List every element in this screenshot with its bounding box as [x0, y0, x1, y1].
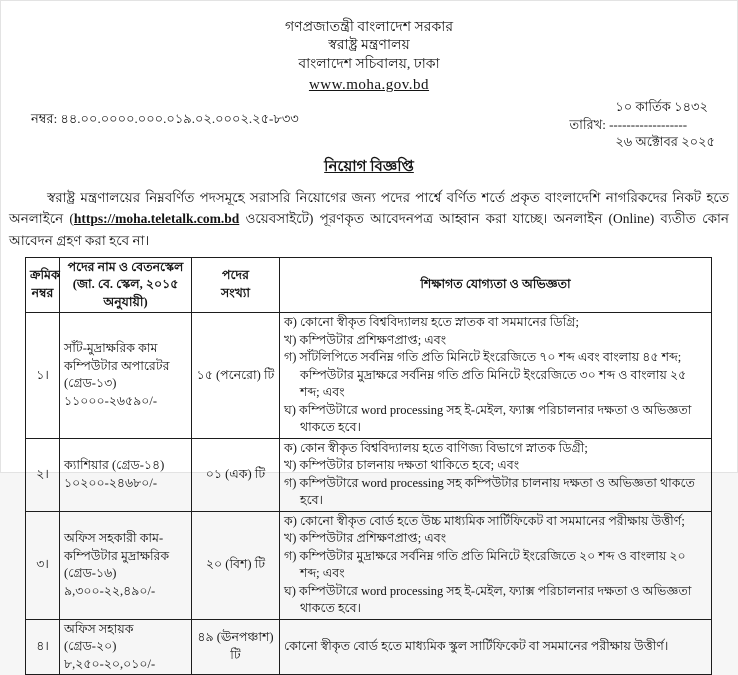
row-count: ১৫ (পনেরো) টি: [192, 313, 280, 439]
row-serial: ২।: [26, 438, 60, 511]
qualification-item: গ) সাঁটলিপিতে সর্বনিম্ন গতি প্রতি মিনিটে ইংরেজিতে ৭০ শব্দ এবং বাংলায় ৪৫ শব্দ; কম্পিউটার মুদ্রাক্ষরে সর্বনিম্ন গতি প্রতি মিনিটে ইংরেজিতে ৩০ শব্দ ও বাংলায় ২৫ শব্দ; এবং: [284, 350, 687, 400]
row-serial: ৪।: [26, 619, 60, 675]
header-qualification: শিক্ষাগত যোগ্যতা ও অভিজ্ঞতা: [280, 257, 712, 313]
secretariat-address: বাংলাদেশ সচিবালয়, ঢাকা: [298, 56, 440, 72]
qualification-item: ঘ) কম্পিউটারে word processing সহ ই-মেইল, ফ্যাক্স পরিচালনার দক্ষতা ও অভিজ্ঞতা থাকতে হবে।: [284, 583, 692, 616]
qualification-item: খ) কম্পিউটার চালনায় দক্ষতা থাকিতে হবে; এবং: [284, 458, 520, 473]
pay-scale: ১০২০০-২৪৬৮০/-: [64, 475, 158, 490]
qualification-item: গ) কম্পিউটারে word processing সহ কম্পিউটার চালনায় দক্ষতা ও অভিজ্ঞতা থাকতে হবে।: [284, 475, 695, 508]
qualification-item: কোনো স্বীকৃত বোর্ড হতে মাধ্যমিক স্কুল সার্টিফিকেট বা সমমানের পরীক্ষায় উত্তীর্ণ।: [284, 639, 669, 654]
table-header-row: [26, 257, 712, 313]
date-block: [569, 98, 715, 151]
table-row: [26, 511, 712, 619]
row-count: ৪৯ (ঊনপঞ্চাশ) টি: [192, 619, 280, 675]
government-name: গণপ্রজাতন্ত্রী বাংলাদেশ সরকার: [284, 20, 454, 35]
qualification-item: ক) কোনো স্বীকৃত বিশ্ববিদ্যালয় হতে স্নাতক বা সমমানের ডিগ্রি;: [284, 315, 579, 330]
pay-scale: ৯,৩০০-২২,৪৯০/-: [64, 583, 156, 598]
circular-title: নিয়োগ বিজ্ঞপ্তি: [324, 158, 414, 175]
intro-paragraph: [1, 187, 737, 252]
qualification-item: গ) কম্পিউটার মুদ্রাক্ষরে সর্বনিম্ন গতি প্রতি মিনিটে ইংরেজিতে ২০ শব্দ ও বাংলায় ২০ শব্দ; এবং: [284, 548, 686, 581]
row-qualifications: [280, 511, 712, 619]
header-post-count: পদের সংখ্যা: [192, 257, 280, 313]
intro-text-part1: স্বরাষ্ট্র মন্ত্রণালয়ের নিম্নবর্ণিত পদসমূহে সরাসরি নিয়োগের জন্য পদের পার্শ্বে বর্ণিত শর্তে প্রকৃত বাংলাদেশি নাগরিকদের নিকট হতে অনলাইনে (: [9, 189, 729, 227]
application-website-link[interactable]: https://moha.teletalk.com.bd: [73, 211, 240, 227]
pay-scale: ৮,২৫০-২০,০১০/-: [64, 656, 156, 671]
row-serial: ১।: [26, 313, 60, 439]
memo-number: নম্বর: ৪৪.০০.০০০০.০০০.০১৯.০২.০০০২.২৫-৮৩৩: [31, 111, 299, 127]
row-qualifications: [280, 313, 712, 439]
post-name: অফিস সহকারী কাম-কম্পিউটার মুদ্রাক্ষরিক (গ্রেড-১৬): [64, 531, 170, 581]
row-count: ০১ (এক) টি: [192, 438, 280, 511]
post-name: সাঁট-মুদ্রাক্ষরিক কাম কম্পিউটার অপারেটর (গ্রেড-১৩): [64, 341, 170, 391]
government-header: [1, 1, 737, 96]
memo-meta-row: [1, 96, 737, 151]
row-count: ২০ (বিশ) টি: [192, 511, 280, 619]
row-qualifications: [280, 438, 712, 511]
ministry-website-link[interactable]: www.moha.gov.bd: [308, 77, 430, 94]
qualification-item: ক) কোনো স্বীকৃত বোর্ড হতে উচ্চ মাধ্যমিক সার্টিফিকেট বা সমমানের পরীক্ষায় উত্তীর্ণ;: [284, 513, 685, 528]
date-label: তারিখ: ------------------: [569, 116, 688, 132]
header-post-name: পদের নাম ও বেতনস্কেল (জা. বে. স্কেল, ২০১৫ অনুযায়ী): [60, 257, 192, 313]
row-post: [60, 619, 192, 675]
date-gregorian: ২৬ অক্টোবর ২০২৫: [615, 134, 715, 150]
qualification-item: ঘ) কম্পিউটারে word processing সহ ই-মেইল, ফ্যাক্স পরিচালনার দক্ষতা ও অভিজ্ঞতা থাকতে হবে।: [284, 402, 692, 435]
pay-scale: ১১০০০-২৬৫৯০/-: [64, 393, 158, 408]
post-name: অফিস সহায়ক (গ্রেড-২০): [64, 621, 134, 654]
row-serial: ৩।: [26, 511, 60, 619]
row-post: [60, 511, 192, 619]
table-row: [26, 313, 712, 439]
table-row: [26, 619, 712, 675]
post-name: ক্যাশিয়ার (গ্রেড-১৪): [64, 458, 165, 473]
row-post: [60, 313, 192, 439]
posts-table: [25, 257, 712, 675]
table-row: [26, 438, 712, 511]
qualification-item: খ) কম্পিউটার প্রশিক্ষণপ্রাপ্ত; এবং: [284, 332, 447, 347]
intro-text-part2: ওয়েবসাইটে) পূরণকৃত আবেদনপত্র আহ্বান করা যাচ্ছে। অনলাইন (Online) ব্যতীত কোন আবেদন গ্রহণ করা হবে না।: [9, 211, 729, 249]
date-bangla-calendar: ১০ কার্তিক ১৪৩২: [615, 99, 708, 115]
qualification-item: খ) কম্পিউটার প্রশিক্ষণপ্রাপ্ত; এবং: [284, 531, 447, 546]
qualification-item: ক) কোন স্বীকৃত বিশ্ববিদ্যালয় হতে বাণিজ্য বিভাগে স্নাতক ডিগ্রী;: [284, 440, 588, 455]
row-post: [60, 438, 192, 511]
ministry-name: স্বরাষ্ট্র মন্ত্রণালয়: [328, 38, 410, 54]
row-qualifications: [280, 619, 712, 675]
header-serial: ক্রমিক নম্বর: [26, 257, 60, 313]
